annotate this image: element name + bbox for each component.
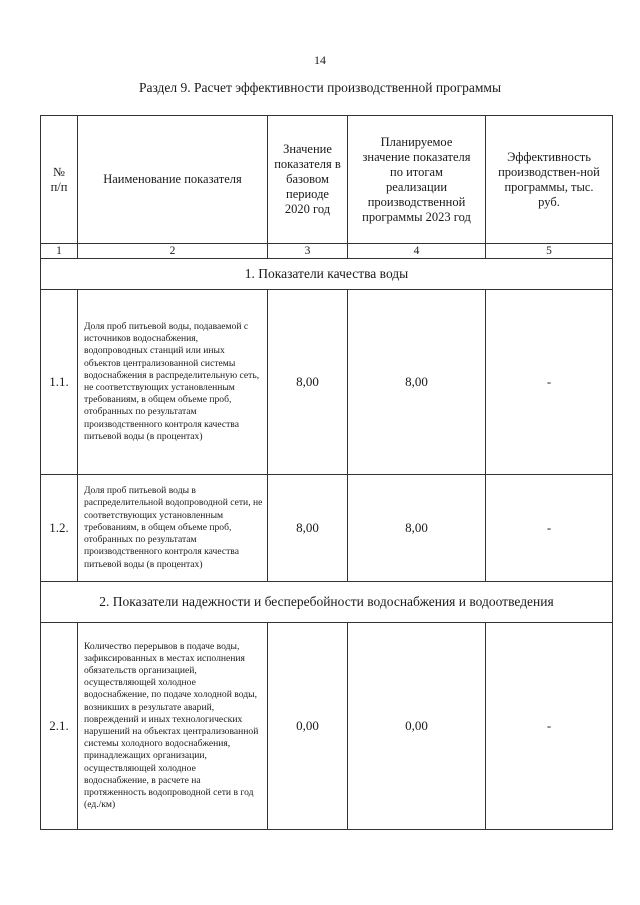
table-row xyxy=(41,623,613,830)
header-planned: Планируемое значение показателя по итогам реализации производственной программы 2023 год xyxy=(348,116,486,244)
base-value: 8,00 xyxy=(268,475,348,582)
group-title: 1. Показатели качества воды xyxy=(41,259,613,290)
indicator-name: Количество перерывов в подаче воды, зафиксированных в местах исполнения обязательств организацией, осуществляющей холодное водоснабжение, по подаче холодной воды, возникших в результате аварий, повреждений и иных технологических нарушений на объектах централизованной системы холодного водоснабжения, принадлежащих организации, осуществляющей холодное водоснабжение, в расчете на протяженность водопроводной сети в год (ед./км) xyxy=(78,623,268,830)
planned-value: 0,00 xyxy=(348,623,486,830)
group-row xyxy=(41,582,613,623)
base-value: 8,00 xyxy=(268,290,348,475)
group-title: 2. Показатели надежности и бесперебойности водоснабжения и водоотведения xyxy=(41,582,613,623)
row-number: 2.1. xyxy=(41,623,78,830)
efficiency-value: - xyxy=(486,290,613,475)
indicator-name: Доля проб питьевой воды, подаваемой с источников водоснабжения, водопроводных станций или иных объектов централизованной системы водоснабжения в распределительную сеть, не соответствующих установленным требованиям, в общем объеме проб, отобранных по результатам производственного контроля качества питьевой воды (в процентах) xyxy=(78,290,268,475)
planned-value: 8,00 xyxy=(348,290,486,475)
column-number: 3 xyxy=(268,244,348,259)
indicator-name: Доля проб питьевой воды в распределительной водопроводной сети, не соответствующих установленным требованиям, в общем объеме проб, отобранных по результатам производственного контроля качества питьевой воды (в процентах) xyxy=(78,475,268,582)
header-base: Значение показателя в базовом периоде 2020 год xyxy=(268,116,348,244)
column-number-row xyxy=(41,244,613,259)
header-name: Наименование показателя xyxy=(78,116,268,244)
section-title: Раздел 9. Расчет эффективности производственной программы xyxy=(138,80,502,95)
planned-value: 8,00 xyxy=(348,475,486,582)
column-number: 4 xyxy=(348,244,486,259)
table-header-row xyxy=(41,116,613,244)
column-number: 1 xyxy=(41,244,78,259)
efficiency-value: - xyxy=(486,475,613,582)
row-number: 1.1. xyxy=(41,290,78,475)
column-number: 5 xyxy=(486,244,613,259)
table-row xyxy=(41,475,613,582)
header-num: № п/п xyxy=(41,116,78,244)
column-number: 2 xyxy=(78,244,268,259)
group-row xyxy=(41,259,613,290)
efficiency-table xyxy=(40,115,613,830)
header-efficiency: Эффективность производствен-ной программы, тыс. руб. xyxy=(486,116,613,244)
efficiency-value: - xyxy=(486,623,613,830)
base-value: 0,00 xyxy=(268,623,348,830)
page-number: 14 xyxy=(314,53,326,67)
row-number: 1.2. xyxy=(41,475,78,582)
table-row xyxy=(41,290,613,475)
